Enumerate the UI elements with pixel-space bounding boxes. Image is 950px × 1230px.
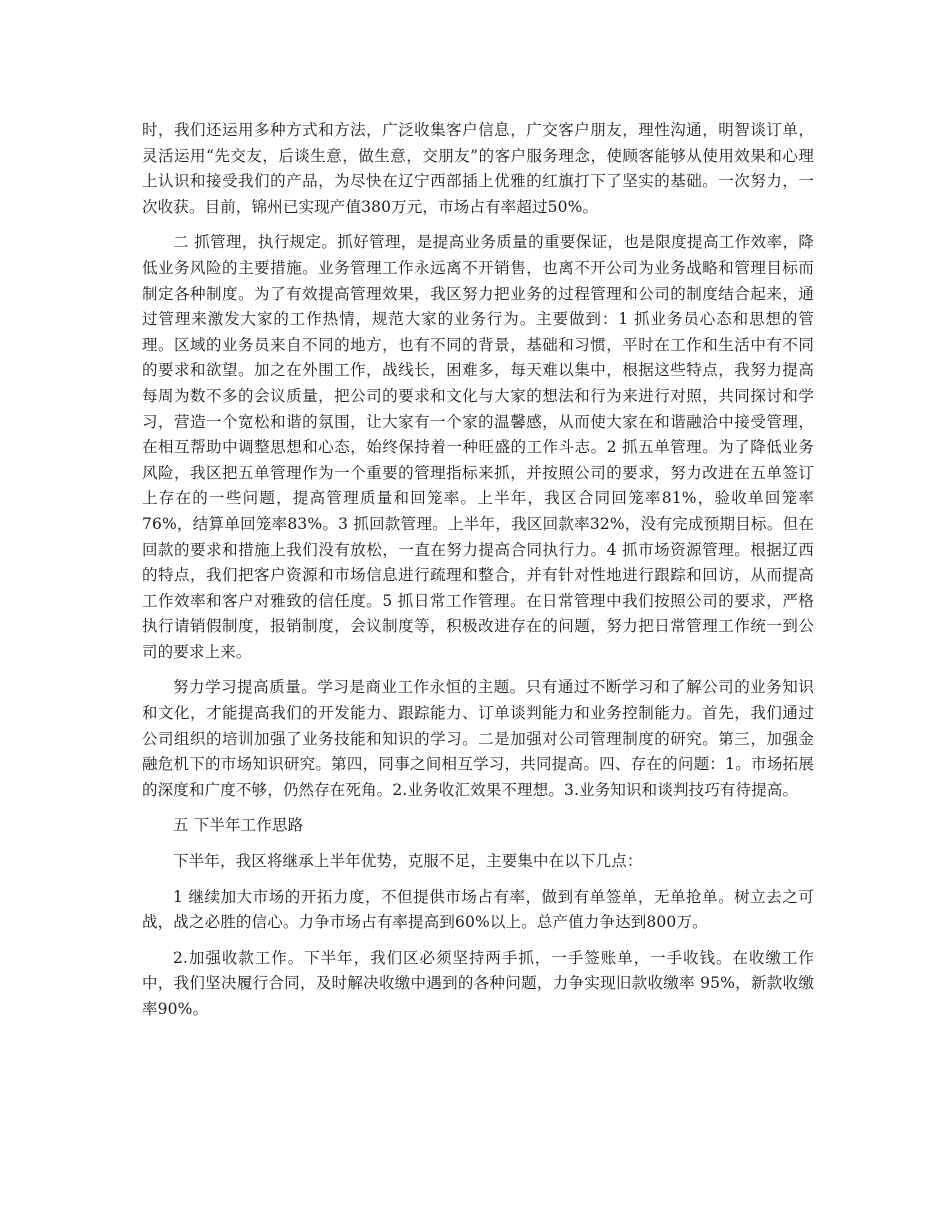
- paragraph-point-2: 2.加强收款工作。下半年，我们区必须坚持两手抓，一手签账单，一手收钱。在收缴工作中，我们坚决履行合同，及时解决收缴中遇到的各种问题，力争实现旧款收缴率 95%，新款收缴率90%。: [142, 948, 814, 1018]
- paragraph-management: 二 抓管理，执行规定。抓好管理，是提高业务质量的重要保证，也是限度提高工作效率，降低业务风险的主要措施。业务管理工作永远离不开销售，也离不开公司为业务战略和管理目标而制定各种制度。为了有效提高管理效果，我区努力把业务的过程管理和公司的制度结合起来，通过管理来激发大家的工作热情，规范大家的业务行为。主要做到：1 抓业务员心态和思想的管理。区域的业务员来自不同的地方，也有不同的背景，基础和习惯，平时在工作和生活中有不同的要求和欲望。加之在外围工作，战线长，困难多，每天难以集中，根据这些特点，我努力提高每周为数不多的会议质量，把公司的要求和文化与大家的想法和行为来进行对照，共同探讨和学习，营造一个宽松和谐的氛围，让大家有一个家的温馨感，从而使大家在和谐融洽中接受管理，在相互帮助中调整思想和心态，始终保持着一种旺盛的工作斗志。2 抓五单管理。为了降低业务风险，我区把五单管理作为一个重要的管理指标来抓，并按照公司的要求，努力改进在五单签订上存在的一些问题，提高管理质量和回笼率。上半年，我区合同回笼率81%，验收单回笼率76%，结算单回笼率83%。3 抓回款管理。上半年，我区回款率32%，没有完成预期目标。但在回款的要求和措施上我们没有放松，一直在努力提高合同执行力。4 抓市场资源管理。根据辽西的特点，我们把客户资源和市场信息进行疏理和整合，并有针对性地进行跟踪和回访，从而提高工作效率和客户对雅致的信任度。5 抓日常工作管理。在日常管理中我们按照公司的要求，严格执行请销假制度，报销制度，会议制度等，积极改进存在的问题，努力把日常管理工作统一到公司的要求上来。: [142, 233, 814, 661]
- document-body: [142, 118, 814, 1033]
- paragraph-point-1: 1 继续加大市场的开拓力度，不但提供市场占有率，做到有单签单，无单抢单。树立去之可战，战之必胜的信心。力争市场占有率提高到60%以上。总产值力争达到800万。: [142, 887, 814, 932]
- paragraph-second-half-intro: 下半年，我区将继承上半年优势，克服不足，主要集中在以下几点：: [173, 852, 643, 871]
- section-heading: 五 下半年工作思路: [173, 816, 304, 835]
- paragraph-continuation: 时，我们还运用多种方式和方法，广泛收集客户信息，广交客户朋友，理性沟通，明智谈订单，灵活运用“先交友，后谈生意，做生意，交朋友”的客户服务理念，使顾客能够从使用效果和心理上认识和接受我们的产品，为尽快在辽宁西部插上优雅的红旗打下了坚实的基础。一次努力，一次收获。目前，锦州已实现产值380万元，市场占有率超过50%。: [142, 121, 814, 216]
- paragraph-learning: 努力学习提高质量。学习是商业工作永恒的主题。只有通过不断学习和了解公司的业务知识和文化，才能提高我们的开发能力、跟踪能力、订单谈判能力和业务控制能力。首先，我们通过公司组织的培训加强了业务技能和知识的学习。二是加强对公司管理制度的研究。第三，加强金融危机下的市场知识研究。第四，同事之间相互学习，共同提高。四、存在的问题：1。市场拓展的深度和广度不够，仍然存在死角。2.业务收汇效果不理想。3.业务知识和谈判技巧有待提高。: [142, 678, 814, 799]
